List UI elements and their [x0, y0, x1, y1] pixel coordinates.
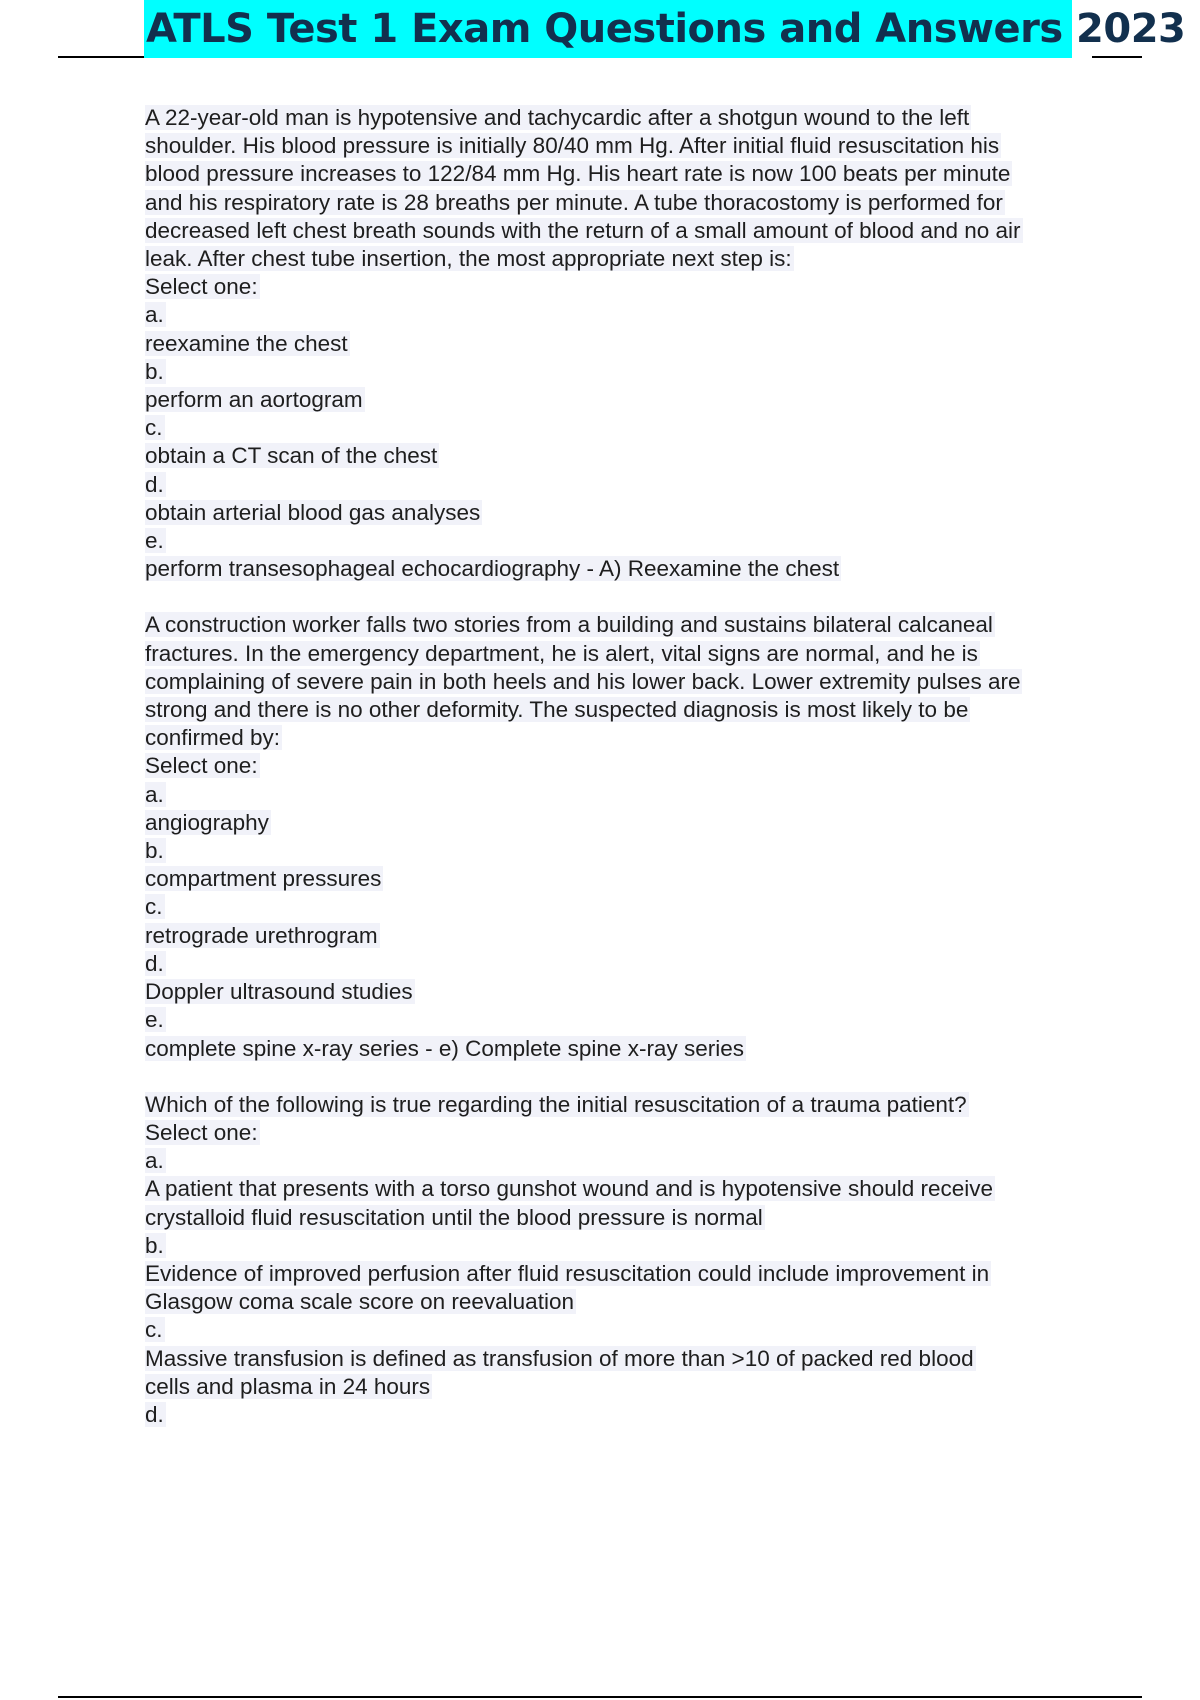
- option-text: Glasgow coma scale score on reevaluation: [145, 1289, 574, 1315]
- select-prompt: Select one:: [145, 1119, 258, 1145]
- question-line: Which of the following is true regarding the initial resuscitation of a trauma patient?: [145, 1091, 967, 1117]
- option-letter: d.: [145, 471, 164, 497]
- option-letter: c.: [145, 415, 163, 441]
- option-letter: a.: [145, 302, 164, 328]
- question-line: strong and there is no other deformity. The suspected diagnosis is most likely to be: [145, 697, 969, 723]
- question-line: A 22-year-old man is hypotensive and tachycardic after a shotgun wound to the left: [145, 105, 970, 130]
- option-letter: d.: [145, 1401, 164, 1427]
- document-body: [145, 104, 1095, 1457]
- question-line: fractures. In the emergency department, he is alert, vital signs are normal, and he is: [145, 640, 978, 666]
- option-letter: c.: [145, 1317, 163, 1343]
- option-text: Doppler ultrasound studies: [145, 979, 413, 1005]
- question-line: decreased left chest breath sounds with the return of a small amount of blood and no air: [145, 217, 1021, 243]
- header-rule-left: [58, 56, 144, 58]
- option-letter: b.: [145, 1232, 164, 1258]
- question-text: [145, 1091, 1095, 1119]
- title-highlight: [144, 0, 1186, 58]
- question-line: blood pressure increases to 122/84 mm Hg. His heart rate is now 100 beats per minute: [145, 161, 1011, 187]
- option-letter: e.: [145, 1007, 164, 1033]
- option-text: reexamine the chest: [145, 330, 348, 356]
- question-line: complaining of severe pain in both heels and his lower back. Lower extremity pulses are: [145, 668, 1021, 694]
- option-text: compartment pressures: [145, 866, 382, 892]
- question-1: [145, 104, 1095, 583]
- option-text: crystalloid fluid resuscitation until the blood pressure is normal: [145, 1204, 763, 1230]
- select-prompt: Select one:: [145, 753, 258, 779]
- option-letter: e.: [145, 528, 164, 554]
- option-text: Massive transfusion is defined as transfusion of more than >10 of packed red blood: [145, 1345, 974, 1371]
- question-line: and his respiratory rate is 28 breaths per minute. A tube thoracostomy is performed for: [145, 189, 1003, 215]
- question-line: leak. After chest tube insertion, the most appropriate next step is:: [145, 246, 792, 272]
- question-2: [145, 611, 1095, 1062]
- footer-rule: [58, 1696, 1142, 1698]
- page-title: ATLS Test 1 Exam Questions and Answers 2023: [146, 6, 1186, 52]
- question-text: [145, 104, 1095, 273]
- question-line: shoulder. His blood pressure is initially 80/40 mm Hg. After initial fluid resuscitation his: [145, 133, 1000, 159]
- option-text: obtain a CT scan of the chest: [145, 443, 438, 469]
- header-rule-right: [1092, 56, 1142, 58]
- option-text: retrograde urethrogram: [145, 922, 378, 948]
- question-line: A construction worker falls two stories from a building and sustains bilateral calcaneal: [145, 612, 993, 638]
- question-line: confirmed by:: [145, 725, 281, 751]
- option-text: cells and plasma in 24 hours: [145, 1373, 431, 1399]
- option-text: A patient that presents with a torso gunshot wound and is hypotensive should receive: [145, 1176, 994, 1202]
- option-letter: a.: [145, 1148, 164, 1174]
- option-text: obtain arterial blood gas analyses: [145, 499, 481, 525]
- question-3: [145, 1091, 1095, 1429]
- option-text-with-answer: perform transesophageal echocardiography - A) Reexamine the chest: [145, 556, 840, 582]
- option-letter: c.: [145, 894, 163, 920]
- option-letter: b.: [145, 838, 164, 864]
- option-letter: d.: [145, 950, 164, 976]
- option-text: Evidence of improved perfusion after fluid resuscitation could include improvement in: [145, 1260, 990, 1286]
- option-text: perform an aortogram: [145, 387, 363, 413]
- option-text: angiography: [145, 809, 269, 835]
- option-letter: b.: [145, 358, 164, 384]
- option-text-with-answer: complete spine x-ray series - e) Complete spine x-ray series: [145, 1035, 744, 1061]
- option-letter: a.: [145, 781, 164, 807]
- select-prompt: Select one:: [145, 274, 258, 300]
- question-text: [145, 611, 1095, 752]
